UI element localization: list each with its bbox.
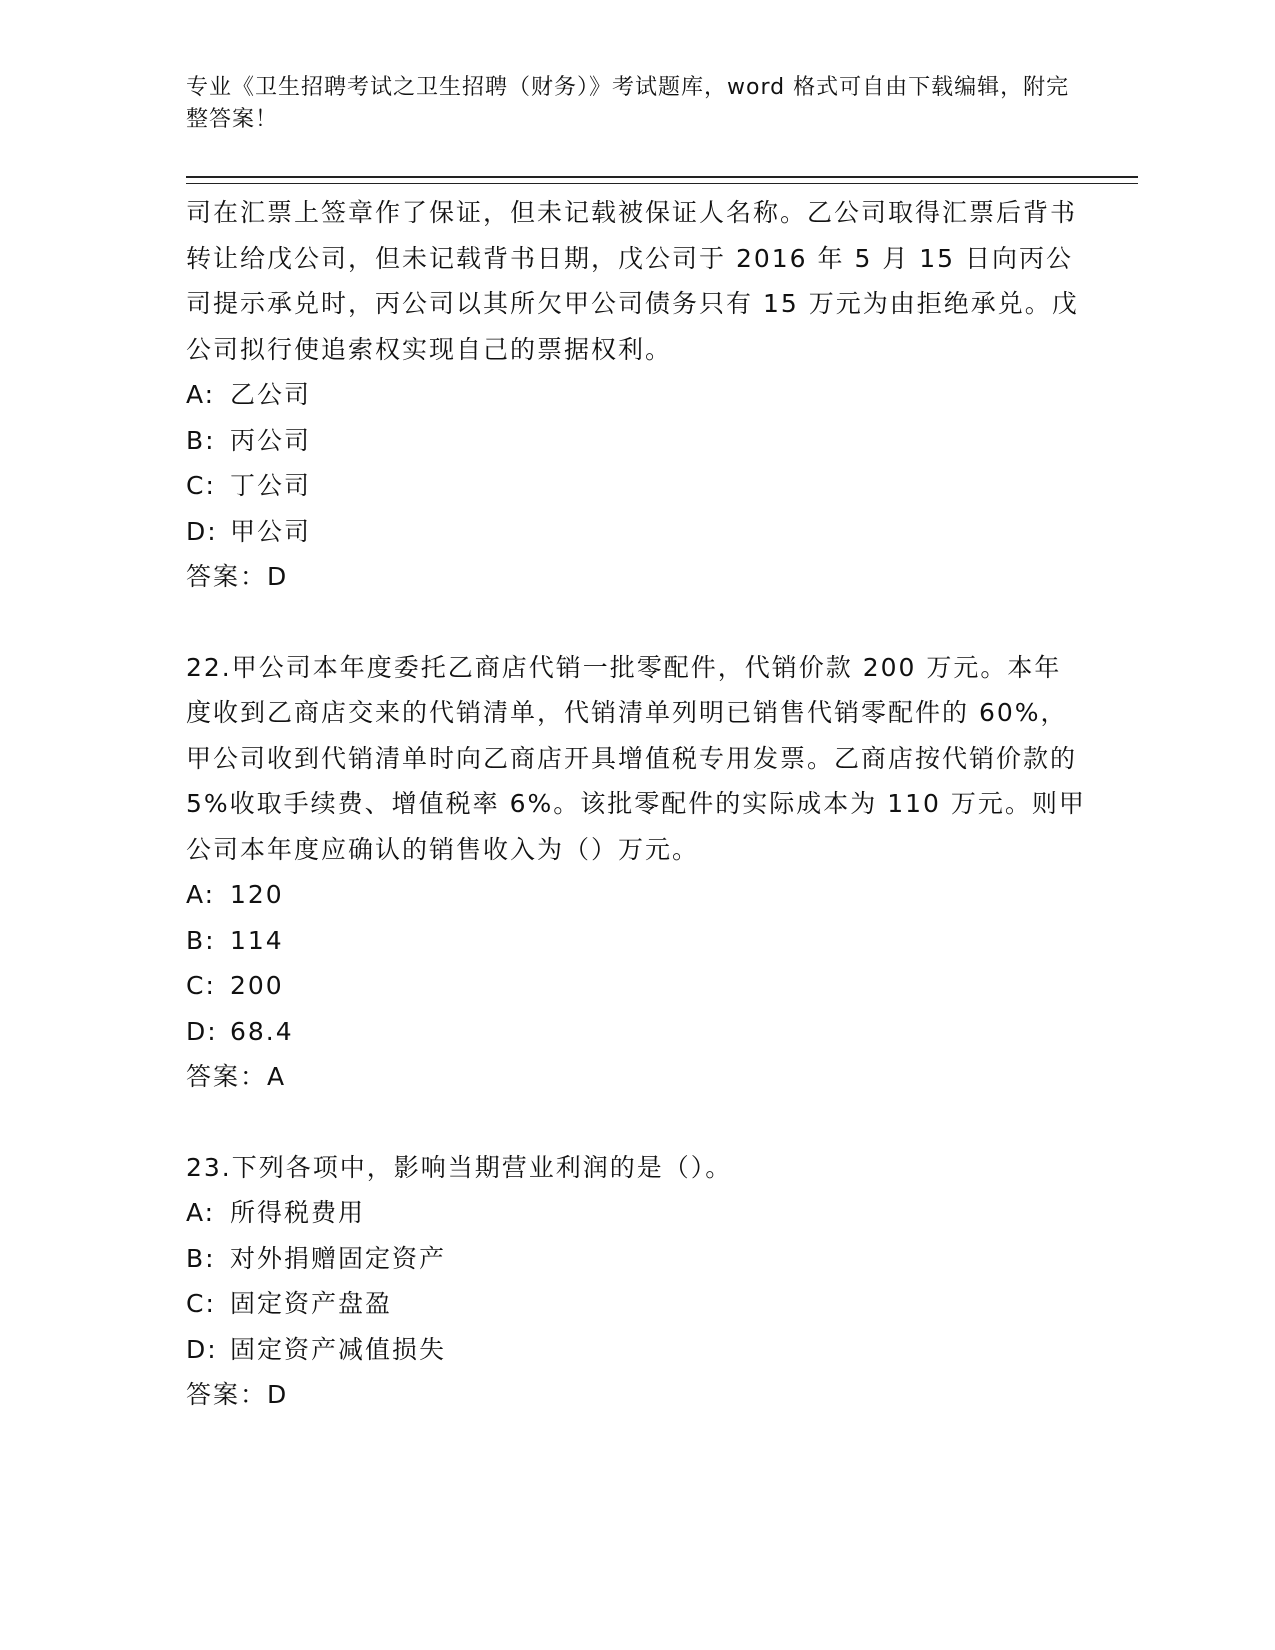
option-key: D:: [186, 1334, 218, 1364]
option-text: 丙公司: [230, 425, 312, 455]
option-key: C:: [186, 471, 216, 500]
question-continued: [186, 190, 1086, 600]
option-key: A:: [186, 880, 216, 909]
option-text: 120: [230, 880, 284, 909]
option-key: B:: [186, 425, 216, 455]
option-text: 200: [230, 971, 284, 1000]
question-text: 23.下列各项中，影响当期营业利润的是（）。: [186, 1152, 733, 1182]
option-key: D:: [186, 1016, 218, 1046]
spacer: [186, 600, 1086, 645]
option-a: [186, 372, 1086, 418]
answer: 答案：D: [186, 1380, 289, 1409]
option-key: A:: [186, 1198, 216, 1227]
header-title: 专业《卫生招聘考试之卫生招聘（财务）》考试题库，word 格式可自由下载编辑，附完整答案！: [186, 75, 1070, 132]
option-key: C:: [186, 971, 216, 1000]
option-text: 所得税费用: [230, 1198, 366, 1227]
option-b: [186, 418, 1086, 464]
page-header: [186, 72, 1086, 136]
answer: 答案：A: [186, 1062, 287, 1091]
option-text: 114: [230, 925, 284, 955]
option-b: [186, 1236, 1086, 1282]
option-c: [186, 1281, 1086, 1327]
option-c: [186, 463, 1086, 509]
option-text: 甲公司: [230, 516, 312, 546]
question-23: [186, 1145, 1086, 1418]
option-text: 对外捐赠固定资产: [230, 1243, 447, 1273]
option-a: [186, 1190, 1086, 1236]
option-key: B:: [186, 1243, 216, 1273]
option-d: [186, 1009, 1086, 1055]
question-text: 22.甲公司本年度委托乙商店代销一批零配件，代销价款 200 万元。本年度收到乙商店交来的代销清单，代销清单列明已销售代销零配件的 60%，甲公司收到代销清单时向乙商店开具增值税专用发票。乙商店按代销价款的 5%收取手续费、增值税率 6%。该批零配件的实际成本为 110 万元。则甲公司本年度应确认的销售收入为（）万元。: [186, 652, 1086, 864]
option-text: 固定资产盘盈: [230, 1289, 393, 1318]
option-b: [186, 918, 1086, 964]
document-body: [186, 190, 1086, 1418]
option-c: [186, 963, 1086, 1009]
answer: 答案：D: [186, 562, 289, 591]
option-text: 丁公司: [230, 471, 312, 500]
option-d: [186, 509, 1086, 555]
option-text: 固定资产减值损失: [230, 1334, 447, 1364]
option-key: D:: [186, 516, 218, 546]
option-key: C:: [186, 1289, 216, 1318]
header-divider-secondary: [186, 183, 1138, 184]
option-a: [186, 872, 1086, 918]
option-key: B:: [186, 925, 216, 955]
header-divider: [186, 176, 1138, 178]
option-key: A:: [186, 380, 216, 409]
option-text: 乙公司: [230, 380, 312, 409]
question-text: 司在汇票上签章作了保证，但未记载被保证人名称。乙公司取得汇票后背书转让给戊公司，但未记载背书日期，戊公司于 2016 年 5 月 15 日向丙公司提示承兑时，丙公司以其所欠甲公司债务只有 15 万元为由拒绝承兑。戊公司拟行使追索权实现自己的票据权利。: [186, 198, 1079, 364]
option-text: 68.4: [230, 1016, 294, 1046]
option-d: [186, 1327, 1086, 1373]
question-22: [186, 645, 1086, 1100]
spacer: [186, 1100, 1086, 1145]
